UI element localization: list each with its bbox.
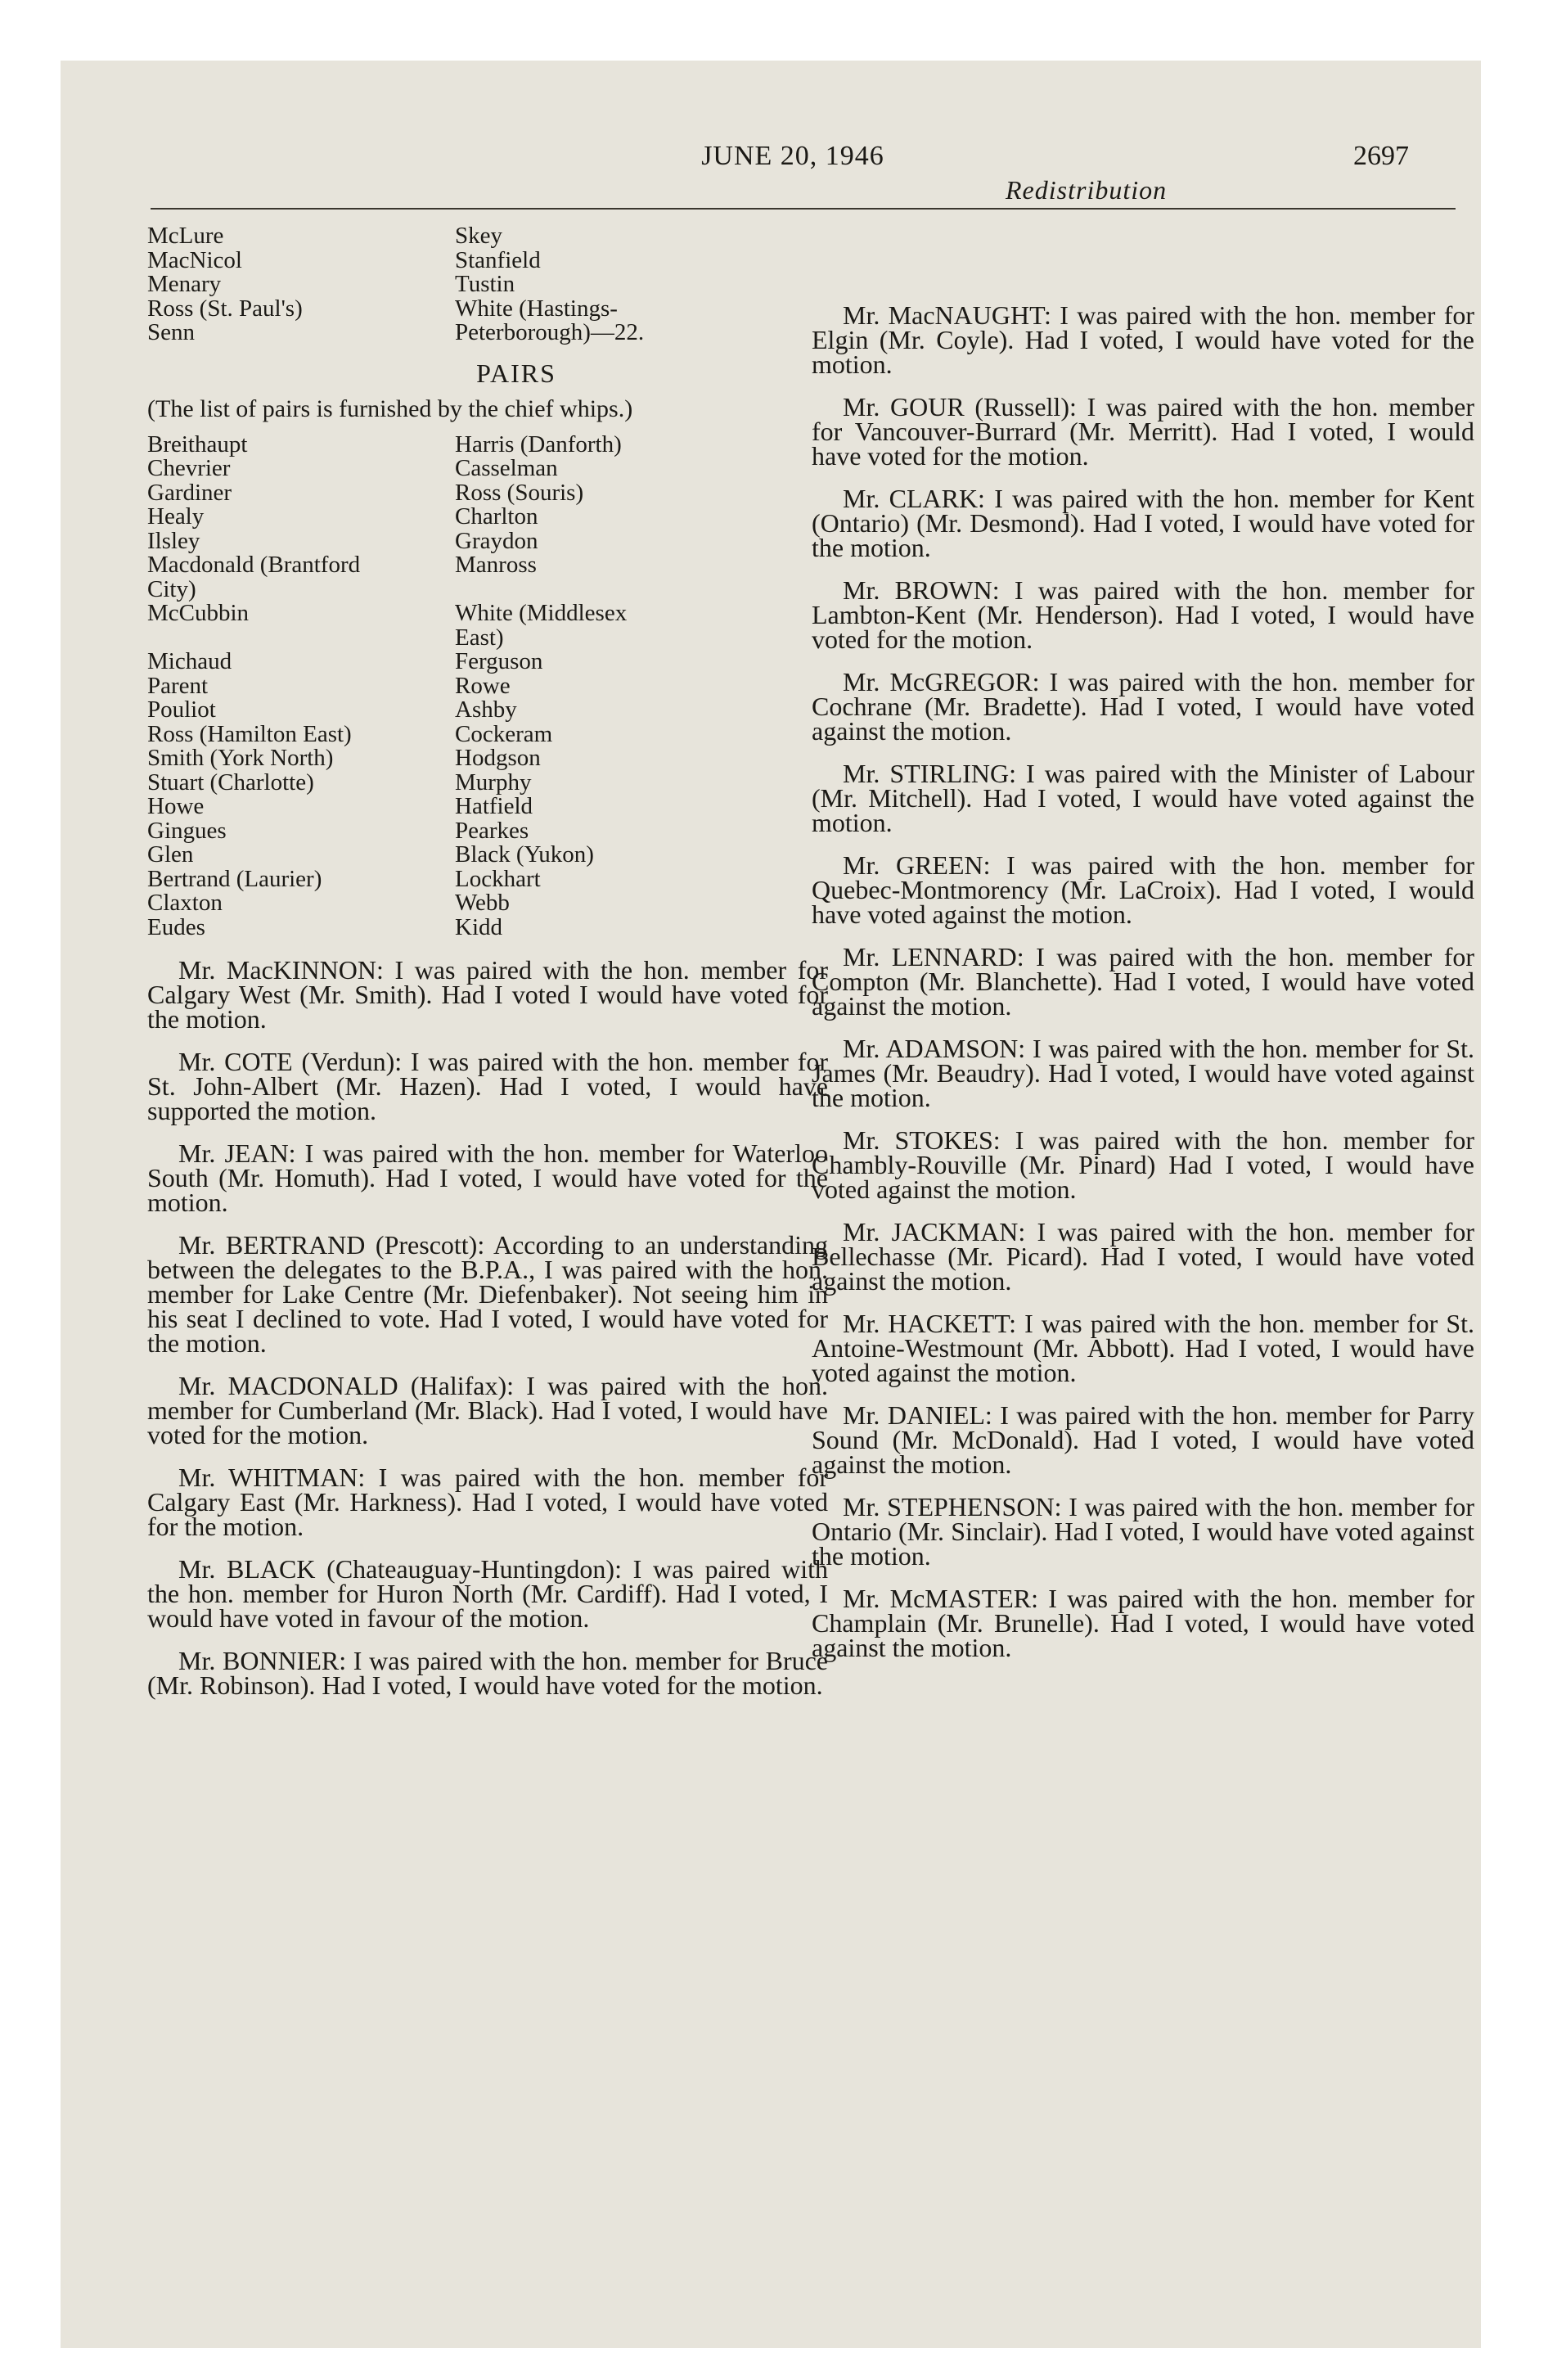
name-right: White (Middlesex — [455, 600, 628, 626]
name-right: White (Hastings- — [455, 295, 618, 322]
left-column — [147, 223, 828, 1700]
name-row — [147, 457, 828, 481]
name-row — [147, 843, 828, 868]
name-left: Eudes — [147, 913, 205, 940]
name-left: Bertrand (Laurier) — [147, 865, 322, 892]
name-row — [147, 553, 828, 578]
name-right: Charlton — [455, 503, 538, 530]
name-right: Cockeram — [455, 720, 553, 747]
name-right: Ferguson — [455, 648, 543, 674]
name-row — [147, 481, 828, 506]
statement-paragraph: Mr. STOKES: I was paired with the hon. member for Chambly-Rouville (Mr. Pinard) Had I voted, I would have voted against the motion. — [812, 1125, 1474, 1204]
name-row — [147, 650, 828, 674]
hansard-page — [61, 61, 1481, 2348]
statement-paragraph: Mr. MacNAUGHT: I was paired with the hon. member for Elgin (Mr. Coyle). Had I voted, I would have voted for the motion. — [812, 300, 1474, 379]
name-right: Ashby — [455, 696, 517, 723]
statement-paragraph: Mr. GOUR (Russell): I was paired with the hon. member for Vancouver-Burrard (Mr. Merritt). Had I voted, I would have voted for the motion. — [812, 392, 1474, 471]
vote-names-list — [147, 224, 828, 345]
name-left: Smith (York North) — [147, 745, 334, 771]
name-row — [147, 430, 828, 458]
name-row — [147, 602, 828, 626]
name-row — [147, 771, 828, 796]
name-row — [147, 273, 828, 297]
statement-paragraph: Mr. JEAN: I was paired with the hon. member for Waterloo South (Mr. Homuth). Had I voted, I would have voted for the motion. — [147, 1138, 828, 1217]
name-row — [147, 913, 828, 940]
statement-paragraph: Mr. LENNARD: I was paired with the hon. member for Compton (Mr. Blanchette). Had I voted, I would have voted against the motion. — [812, 942, 1474, 1021]
name-left: Parent — [147, 672, 209, 699]
name-left: Healy — [147, 503, 205, 530]
statement-paragraph: Mr. McGREGOR: I was paired with the hon. member for Cochrane (Mr. Bradette). Had I voted, I would have voted against the motion. — [812, 667, 1474, 746]
statement-paragraph: Mr. BLACK (Chateauguay-Huntingdon): I was paired with the hon. member for Huron North (Mr. Cardiff). Had I voted, I would have voted in favour of the motion. — [147, 1554, 828, 1633]
name-row — [147, 626, 828, 651]
name-right: Hatfield — [455, 793, 533, 819]
name-left: Gardiner — [147, 479, 232, 506]
name-row — [147, 891, 828, 916]
statement-paragraph: Mr. BERTRAND (Prescott): According to an understanding between the delegates to the B.P.A., I was paired with the hon. member for Lake Centre (Mr. Diefenbaker). Not seeing him in his seat I declined to vote. Had I voted, I would have voted for the motion. — [147, 1230, 828, 1358]
name-right: Black (Yukon) — [455, 841, 594, 868]
name-row — [147, 795, 828, 819]
page-header — [61, 61, 1481, 224]
name-right: Ross (Souris) — [455, 479, 584, 506]
name-left: McLure — [147, 223, 224, 249]
name-row — [147, 819, 828, 844]
name-row — [147, 297, 828, 322]
name-left: Senn — [147, 319, 195, 345]
name-right: Murphy — [455, 769, 532, 796]
right-statements — [812, 300, 1474, 1662]
name-right: Casselman — [455, 455, 558, 481]
statement-paragraph: Mr. GREEN: I was paired with the hon. member for Quebec-Montmorency (Mr. LaCroix). Had I voted, I would have voted against the motion. — [812, 850, 1474, 929]
name-right: Manross — [455, 552, 537, 578]
statement-paragraph: Mr. DANIEL: I was paired with the hon. member for Parry Sound (Mr. McDonald). Had I voted, I would have voted against the motion. — [812, 1400, 1474, 1479]
name-right: Pearkes — [455, 817, 529, 844]
statement-paragraph: Mr. BROWN: I was paired with the hon. member for Lambton-Kent (Mr. Henderson). Had I voted, I would have voted for the motion. — [812, 575, 1474, 654]
statement-paragraph: Mr. STEPHENSON: I was paired with the hon. member for Ontario (Mr. Sinclair). Had I voted, I would have voted against the motion. — [812, 1492, 1474, 1571]
statement-paragraph: Mr. MacKINNON: I was paired with the hon. member for Calgary West (Mr. Smith). Had I voted I would have voted for the motion. — [147, 955, 828, 1034]
name-right: Skey — [455, 223, 502, 249]
name-row — [147, 505, 828, 530]
header-subject: Redistribution — [1006, 175, 1168, 205]
name-row — [147, 746, 828, 771]
name-right: Rowe — [455, 672, 511, 699]
pairs-heading: PAIRS — [476, 358, 556, 388]
statement-paragraph: Mr. WHITMAN: I was paired with the hon. member for Calgary East (Mr. Harkness). Had I voted, I would have voted for the motion. — [147, 1463, 828, 1541]
name-left: Pouliot — [147, 696, 216, 723]
name-left: Howe — [147, 793, 205, 819]
name-row — [147, 321, 828, 345]
header-rule — [151, 208, 1456, 210]
name-right: East) — [455, 624, 504, 651]
header-date: JUNE 20, 1946 — [701, 141, 884, 171]
name-left: Macdonald (Brantford — [147, 552, 361, 578]
name-left: Menary — [147, 271, 222, 297]
statement-paragraph: Mr. HACKETT: I was paired with the hon. member for St. Antoine-Westmount (Mr. Abbott). Had I voted, I would have voted against the motion. — [812, 1309, 1474, 1387]
left-statements — [147, 955, 828, 1700]
name-left: Ross (St. Paul's) — [147, 295, 303, 322]
name-left: Gingues — [147, 817, 227, 844]
name-left — [147, 626, 455, 651]
statement-paragraph: Mr. CLARK: I was paired with the hon. member for Kent (Ontario) (Mr. Desmond). Had I voted, I would have voted for the motion. — [812, 484, 1474, 562]
name-left: Ilsley — [147, 527, 200, 554]
statement-paragraph: Mr. JACKMAN: I was paired with the hon. member for Bellechasse (Mr. Picard). Had I voted, I would have voted against the motion. — [812, 1217, 1474, 1296]
statement-paragraph: Mr. ADAMSON: I was paired with the hon. member for St. James (Mr. Beaudry). Had I voted, I would have voted against the motion. — [812, 1034, 1474, 1112]
statement-paragraph: Mr. STIRLING: I was paired with the Minister of Labour (Mr. Mitchell). Had I voted, I would have voted against the motion. — [812, 759, 1474, 837]
name-row — [147, 720, 828, 747]
name-left: Stuart (Charlotte) — [147, 769, 314, 796]
statement-paragraph: Mr. BONNIER: I was paired with the hon. member for Bruce (Mr. Robinson). Had I voted, I would have voted for the motion. — [147, 1646, 828, 1700]
name-right: Graydon — [455, 527, 538, 554]
page-number: 2697 — [1353, 141, 1409, 171]
name-right: Stanfield — [455, 246, 541, 273]
name-row — [147, 865, 828, 892]
name-left: MacNicol — [147, 246, 242, 273]
statement-paragraph: Mr. MACDONALD (Halifax): I was paired with the hon. member for Cumberland (Mr. Black). Had I voted, I would have voted for the motion. — [147, 1371, 828, 1449]
name-row — [147, 698, 828, 723]
name-row — [147, 527, 828, 554]
statement-paragraph: Mr. COTE (Verdun): I was paired with the hon. member for St. John-Albert (Mr. Hazen). Had I voted, I would have supported the motion. — [147, 1047, 828, 1125]
name-left: Michaud — [147, 648, 232, 674]
name-row — [147, 575, 828, 602]
name-left: City) — [147, 575, 196, 602]
name-left: Claxton — [147, 890, 223, 916]
name-left: Breithaupt — [147, 430, 248, 458]
name-right: Webb — [455, 890, 510, 916]
pairs-list — [147, 430, 828, 940]
name-right: Kidd — [455, 913, 502, 940]
name-right — [455, 578, 828, 602]
name-left: McCubbin — [147, 600, 250, 626]
pairs-note: (The list of pairs is furnished by the chief whips.) — [147, 394, 633, 422]
statement-paragraph: Mr. McMASTER: I was paired with the hon. member for Champlain (Mr. Brunelle). Had I voted, I would have voted against the motion. — [812, 1584, 1474, 1662]
name-right: Peterborough)—22. — [455, 319, 645, 345]
name-left: Chevrier — [147, 455, 231, 481]
name-right: Harris (Danforth) — [455, 430, 622, 458]
name-right: Tustin — [455, 271, 515, 297]
name-right: Hodgson — [455, 745, 541, 771]
right-column — [812, 224, 1474, 1660]
name-left: Glen — [147, 841, 194, 868]
name-right: Lockhart — [455, 865, 541, 892]
name-row — [147, 246, 828, 273]
name-row — [147, 224, 828, 249]
name-left: Ross (Hamilton East) — [147, 720, 352, 747]
name-row — [147, 674, 828, 699]
